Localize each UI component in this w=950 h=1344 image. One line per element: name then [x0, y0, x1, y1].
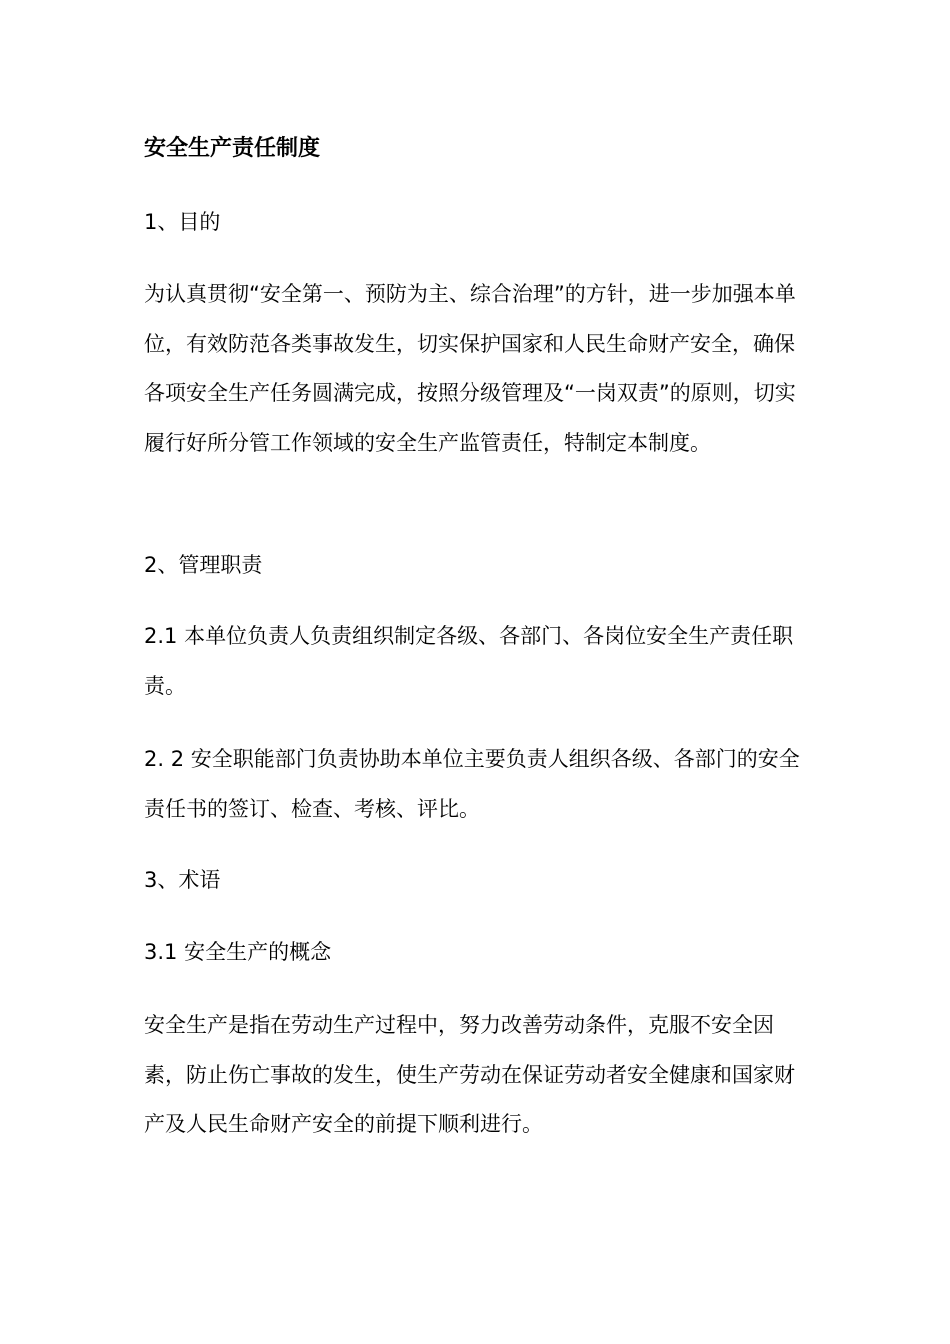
section-heading-terms: 3、术语 — [144, 868, 221, 892]
responsibility-item-2-1: 2.1 本单位负责人负责组织制定各级、各部门、各岗位安全生产责任职责。 — [144, 624, 794, 698]
responsibility-item-2-2: 2. 2 安全职能部门负责协助本单位主要负责人组织各级、各部门的安全责任书的签订、检查、考核、评比。 — [144, 747, 800, 821]
purpose-paragraph: 为认真贯彻“安全第一、预防为主、综合治理”的方针，进一步加强本单位，有效防范各类事故发生，切实保护国家和人民生命财产安全，确保各项安全生产任务圆满完成，按照分级管理及“一岗双责”的原则，切实履行好所分管工作领域的安全生产监管责任，特制定本制度。 — [144, 282, 796, 455]
term-heading-3-1: 3.1 安全生产的概念 — [144, 940, 332, 964]
section-heading-purpose: 1、目的 — [144, 210, 221, 234]
section-heading-responsibilities: 2、管理职责 — [144, 553, 263, 577]
document-title: 安全生产责任制度 — [144, 136, 321, 161]
safety-production-definition: 安全生产是指在劳动生产过程中，努力改善劳动条件，克服不安全因素，防止伤亡事故的发生，使生产劳动在保证劳动者安全健康和国家财产及人民生命财产安全的前提下顺利进行。 — [144, 1013, 795, 1136]
